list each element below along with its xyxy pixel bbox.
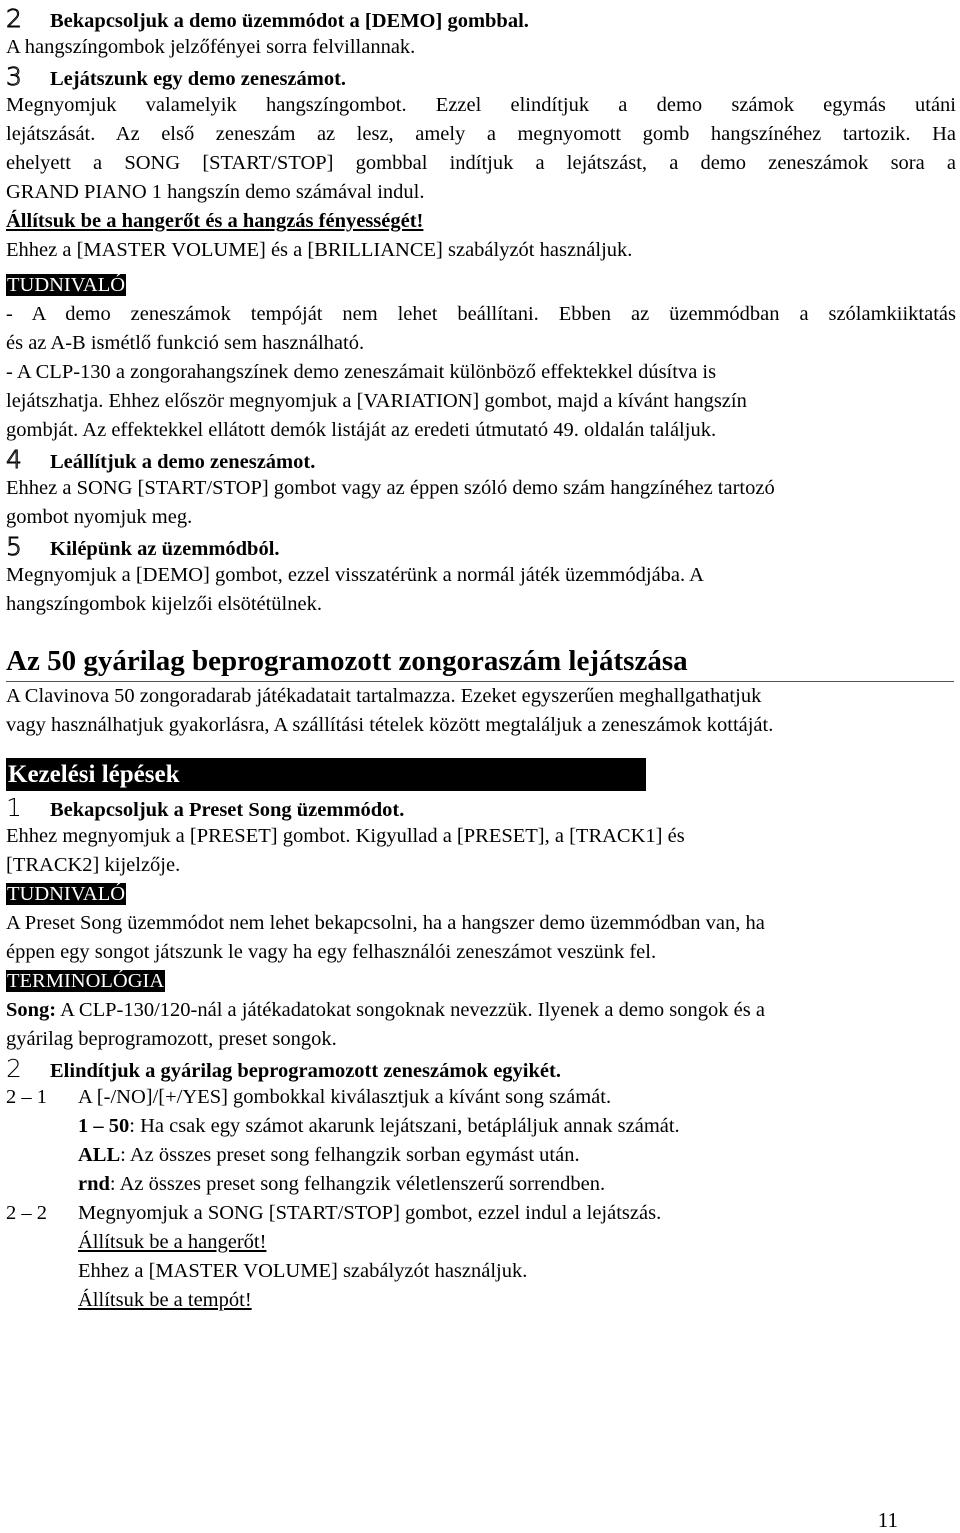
note-line: - A CLP-130 a zongorahangszínek demo zeneszámait különböző effektekkel dúsítva is xyxy=(6,361,717,383)
document-page xyxy=(6,4,956,1315)
step-title: Elindítjuk a gyárilag beprogramozott zeneszámok egyikét. xyxy=(50,1060,561,1082)
volume-row xyxy=(6,1228,956,1257)
step-5-line: Megnyomjuk a [DEMO] gombot, ezzel visszatérünk a normál játék üzemmódjába. A xyxy=(6,564,704,586)
term-label-row xyxy=(6,967,956,996)
volume-text: Ehhez a [MASTER VOLUME] szabályzót használjuk. xyxy=(78,1260,528,1282)
term-word: Song: xyxy=(6,999,57,1021)
note-line: - A demo zeneszámok tempóját nem lehet beállítani. Ebben az üzemmódban a szólamkiiktatás xyxy=(6,303,956,325)
note-line: éppen egy songot játszunk le vagy ha egy felhasználói zeneszámot veszünk fel. xyxy=(6,941,657,963)
step-title: Bekapcsoljuk a Preset Song üzemmódot. xyxy=(50,799,405,821)
page-number: 11 xyxy=(877,1508,898,1532)
step-number: 4 xyxy=(6,445,22,474)
op-step-1-line: [TRACK2] kijelzője. xyxy=(6,854,181,876)
note-line: lejátszhatja. Ehhez először megnyomjuk a [VARIATION] gombot, majd a kívánt hangszín xyxy=(6,390,747,412)
note-label-row xyxy=(6,271,956,300)
option-row xyxy=(6,1112,956,1141)
section-line: A Clavinova 50 zongoradarab játékadatait tartalmazza. Ezeket egyszerűen meghallgathatjuk xyxy=(6,685,762,707)
note-label: TUDNIVALÓ xyxy=(7,274,126,296)
step-2-text: A hangszíngombok jelzőfényei sorra felvillannak. xyxy=(6,36,416,58)
term-line: gyárilag beprogramozott, preset songok. xyxy=(6,1028,337,1050)
section-title: Az 50 gyárilag beprogramozott zongoraszám lejátszása xyxy=(6,641,954,682)
step-2-heading xyxy=(6,4,956,33)
step-3-line: GRAND PIANO 1 hangszín demo számával indul. xyxy=(6,181,425,203)
note-label-row xyxy=(6,880,956,909)
step-3-heading xyxy=(6,62,956,91)
op-step-2-heading xyxy=(6,1054,956,1083)
substep-2-1 xyxy=(6,1083,956,1112)
option-key: ALL xyxy=(78,1144,121,1166)
term-definition: A CLP-130/120-nál a játékadatokat songoknak nevezzük. Ilyenek a demo songok és a xyxy=(56,999,765,1021)
volume-link: Állítsuk be a hangerőt! xyxy=(78,1231,267,1253)
note-line: és az A-B ismétlő funkció sem használható. xyxy=(6,332,365,354)
op-step-1-heading xyxy=(6,793,956,822)
step-title: Leállítjuk a demo zeneszámot. xyxy=(50,451,316,473)
option-row xyxy=(6,1141,956,1170)
tempo-row xyxy=(6,1286,956,1315)
step-4-heading xyxy=(6,445,956,474)
note-label: TUDNIVALÓ xyxy=(7,883,126,905)
procedure-banner: Kezelési lépések xyxy=(6,758,646,791)
term-label: TERMINOLÓGIA xyxy=(7,970,165,992)
substep-text: A [-/NO]/[+/YES] gombokkal kiválasztjuk a kívánt song számát. xyxy=(78,1086,612,1108)
step-title: Lejátszunk egy demo zeneszámot. xyxy=(50,68,347,90)
step-4-line: gombot nyomjuk meg. xyxy=(6,506,193,528)
tempo-link: Állítsuk be a tempót! xyxy=(78,1289,252,1311)
step-number: 2 xyxy=(6,4,22,33)
option-row xyxy=(6,1170,956,1199)
step-5-line: hangszíngombok kijelzői elsötétülnek. xyxy=(6,593,322,615)
volume-heading: Állítsuk be a hangerőt és a hangzás fényességét! xyxy=(6,210,424,232)
option-text: : Ha csak egy számot akarunk lejátszani, betápláljuk annak számát. xyxy=(129,1115,680,1137)
term-line xyxy=(6,996,956,1025)
step-3-line: ehelyett a SONG [START/STOP] gombbal indítjuk a lejátszást, a demo zeneszámok sora a xyxy=(6,152,956,174)
step-3-line: Megnyomjuk valamelyik hangszíngombot. Ezzel elindítjuk a demo számok egymás utáni xyxy=(6,94,956,116)
step-number: 1 xyxy=(6,793,22,822)
step-number: 3 xyxy=(6,62,22,91)
step-title: Kilépünk az üzemmódból. xyxy=(50,538,280,560)
section-line: vagy használhatjuk gyakorlásra, A szállítási tételek között megtaláljuk a zeneszámok kottáját. xyxy=(6,714,774,736)
note-line: A Preset Song üzemmódot nem lehet bekapcsolni, ha a hangszer demo üzemmódban van, ha xyxy=(6,912,765,934)
option-text: : Az összes preset song felhangzik sorban egymást után. xyxy=(120,1144,580,1166)
option-text: : Az összes preset song felhangzik véletlenszerű sorrendben. xyxy=(109,1173,606,1195)
volume-text-row xyxy=(6,1257,956,1286)
step-4-line: Ehhez a SONG [START/STOP] gombot vagy az éppen szóló demo szám hangzínéhez tartozó xyxy=(6,477,775,499)
step-title: Bekapcsoljuk a demo üzemmódot a [DEMO] gombbal. xyxy=(50,10,529,32)
step-number: 2 xyxy=(6,1054,22,1083)
step-number: 5 xyxy=(6,532,22,561)
option-key: 1 – 50 xyxy=(78,1115,130,1137)
volume-text: Ehhez a [MASTER VOLUME] és a [BRILLIANCE] szabályzót használjuk. xyxy=(6,239,633,261)
substep-label: 2 – 2 xyxy=(6,1202,47,1224)
step-5-heading xyxy=(6,532,956,561)
note-line: gombját. Az effektekkel ellátott demók listáját az eredeti útmutató 49. oldalán találjuk. xyxy=(6,419,717,441)
substep-text: Megnyomjuk a SONG [START/STOP] gombot, ezzel indul a lejátszás. xyxy=(78,1202,662,1224)
substep-label: 2 – 1 xyxy=(6,1086,47,1108)
op-step-1-line: Ehhez megnyomjuk a [PRESET] gombot. Kigyullad a [PRESET], a [TRACK1] és xyxy=(6,825,685,847)
option-key: rnd xyxy=(78,1173,110,1195)
step-3-line: lejátszását. Az első zeneszám az lesz, amely a megnyomott gomb hangszínéhez tartozik. Ha xyxy=(6,123,956,145)
substep-2-2 xyxy=(6,1199,956,1228)
